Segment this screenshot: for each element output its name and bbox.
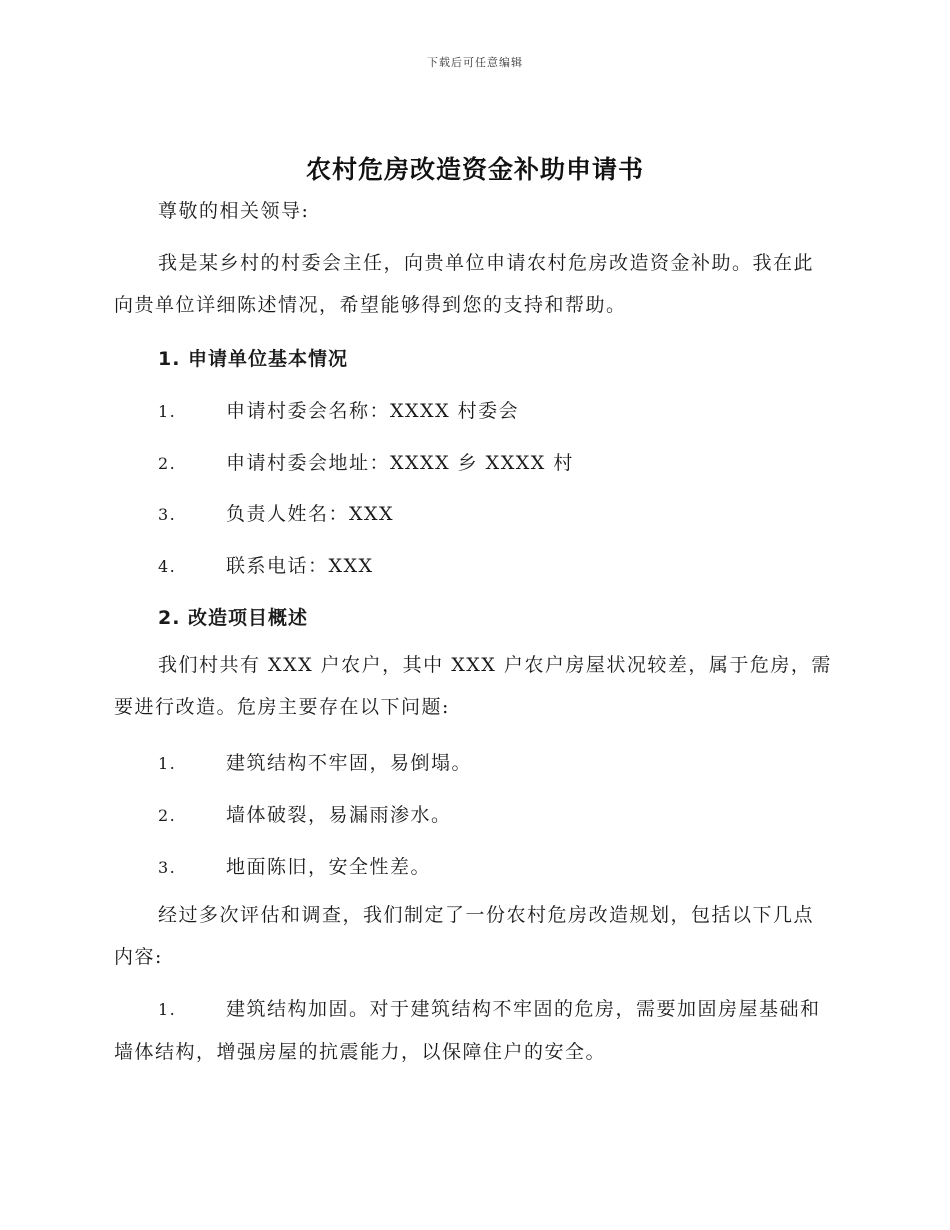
intro-paragraph: 我是某乡村的村委会主任，向贵单位申请农村危房改造资金补助。我在此向贵单位详细陈述情况，希望能够得到您的支持和帮助。 (114, 252, 815, 316)
salutation: 尊敬的相关领导: (158, 200, 310, 222)
list-item-number: 3. (158, 858, 177, 877)
list-item (158, 852, 431, 879)
list-item (158, 551, 374, 578)
header-note: 下载后可任意编辑 (427, 56, 523, 69)
list-item-text: 建筑结构不牢固，易倒塌。 (226, 752, 473, 774)
overview-paragraph: 我们村共有 XXX 户农户，其中 XXX 户农户房屋状况较差，属于危房，需要进行改造。危房主要存在以下问题: (114, 654, 832, 718)
section2-heading: 2. 改造项目概述 (158, 607, 309, 629)
list-item (158, 499, 394, 526)
list-item (114, 988, 834, 1073)
list-item-number: 2. (158, 806, 177, 825)
list-item-number: 1. (158, 1000, 177, 1019)
list-item-text: 建筑结构加固。对于建筑结构不牢固的危房，需要加固房屋基础和墙体结构，增强房屋的抗震能力，以保障住户的安全。 (114, 998, 821, 1063)
list-item-text: 地面陈旧，安全性差。 (226, 856, 432, 878)
document-title: 农村危房改造资金补助申请书 (305, 155, 644, 184)
list-item-text: 联系电话：XXX (226, 555, 374, 577)
list-item-number: 1. (158, 402, 177, 421)
plan-intro-paragraph: 经过多次评估和调查，我们制定了一份农村危房改造规划，包括以下几点内容: (114, 904, 815, 968)
list-item-number: 1. (158, 754, 177, 773)
list-item-text: 申请村委会名称：XXXX 村委会 (226, 400, 520, 422)
list-item (158, 748, 472, 775)
list-item (158, 800, 452, 827)
section1-heading: 1. 申请单位基本情况 (158, 348, 349, 370)
list-item-number: 4. (158, 557, 177, 576)
list-item-text: 墙体破裂，易漏雨渗水。 (226, 804, 452, 826)
list-item (158, 448, 574, 475)
list-item-number: 2. (158, 454, 177, 473)
list-item-number: 3. (158, 505, 177, 524)
list-item-text: 负责人姓名：XXX (226, 503, 395, 525)
list-item (158, 396, 519, 423)
list-item-text: 申请村委会地址：XXXX 乡 XXXX 村 (226, 452, 574, 474)
